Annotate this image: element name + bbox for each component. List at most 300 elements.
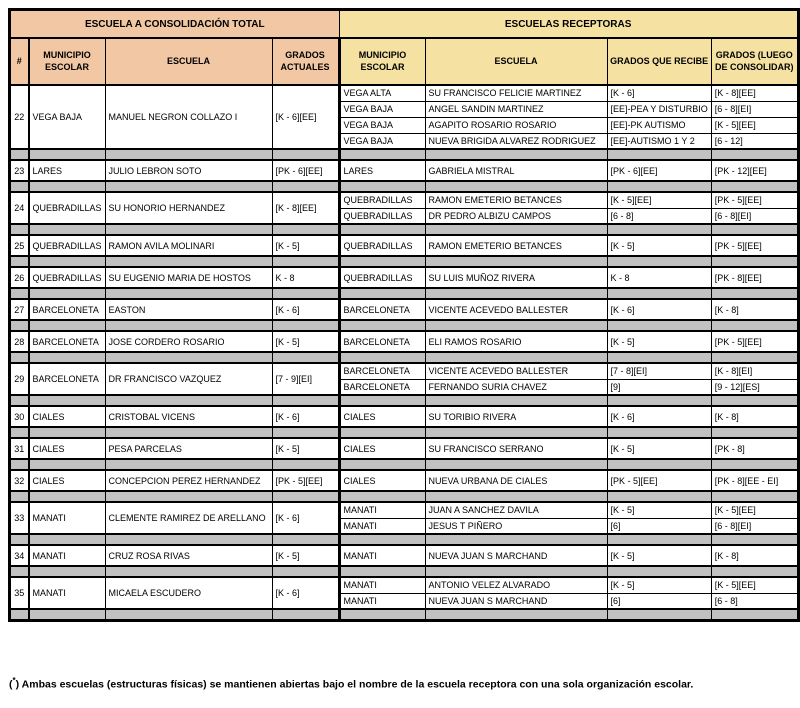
receptor-grados-recibe: [EE]-AUTISMO 1 Y 2 xyxy=(607,133,711,149)
receptor-grados-luego: [PK - 8] xyxy=(711,438,798,459)
separator-cell xyxy=(29,491,106,502)
group-grados-actuales: [K - 5] xyxy=(272,438,339,459)
group-number: 29 xyxy=(10,363,29,395)
group-escuela: MICAELA ESCUDERO xyxy=(105,577,272,609)
separator-cell xyxy=(105,181,272,192)
separator-cell xyxy=(711,491,798,502)
separator-cell xyxy=(425,427,607,438)
group-municipio: CIALES xyxy=(29,406,106,427)
group-escuela: EASTON xyxy=(105,299,272,320)
separator-cell xyxy=(29,320,106,331)
separator-row xyxy=(10,534,799,545)
receptor-municipio: MANATI xyxy=(339,518,425,534)
group-municipio: VEGA BAJA xyxy=(29,85,106,149)
separator-cell xyxy=(425,491,607,502)
separator-cell xyxy=(272,320,339,331)
group-municipio: BARCELONETA xyxy=(29,299,106,320)
receptor-grados-luego: [K - 5][EE] xyxy=(711,502,798,518)
receptor-row xyxy=(10,470,799,491)
receptor-escuela: SU FRANCISCO SERRANO xyxy=(425,438,607,459)
receptor-grados-luego: [6 - 8] xyxy=(711,593,798,609)
group-grados-actuales: [K - 5] xyxy=(272,545,339,566)
receptor-grados-luego: [K - 8][EE] xyxy=(711,85,798,101)
group-number: 31 xyxy=(10,438,29,459)
separator-cell xyxy=(607,395,711,406)
separator-cell xyxy=(29,566,106,577)
separator-row xyxy=(10,256,799,267)
separator-cell xyxy=(272,459,339,470)
separator-cell xyxy=(105,149,272,160)
col-header-escuela: ESCUELA xyxy=(105,38,272,85)
receptor-grados-recibe: [K - 5] xyxy=(607,438,711,459)
receptor-grados-recibe: [K - 6] xyxy=(607,85,711,101)
separator-cell xyxy=(10,609,29,621)
separator-cell xyxy=(272,149,339,160)
separator-cell xyxy=(711,224,798,235)
separator-cell xyxy=(10,320,29,331)
separator-cell xyxy=(29,181,106,192)
receptor-row xyxy=(10,331,799,352)
receptor-grados-recibe: [6] xyxy=(607,518,711,534)
separator-cell xyxy=(607,352,711,363)
group-grados-actuales: [7 - 9][EI] xyxy=(272,363,339,395)
col-header-grados-actuales: GRADOS ACTUALES xyxy=(272,38,339,85)
separator-row xyxy=(10,352,799,363)
receptor-grados-recibe: K - 8 xyxy=(607,267,711,288)
separator-cell xyxy=(29,609,106,621)
separator-cell xyxy=(339,491,425,502)
consolidation-table xyxy=(8,8,800,622)
group-number: 35 xyxy=(10,577,29,609)
separator-row xyxy=(10,395,799,406)
receptor-grados-luego: [K - 5][EE] xyxy=(711,117,798,133)
receptor-grados-recibe: [6 - 8] xyxy=(607,208,711,224)
separator-cell xyxy=(339,459,425,470)
separator-cell xyxy=(10,149,29,160)
receptor-escuela: RAMON EMETERIO BETANCES xyxy=(425,235,607,256)
col-header-escuela-receptora: ESCUELA xyxy=(425,38,607,85)
separator-cell xyxy=(607,459,711,470)
separator-cell xyxy=(29,256,106,267)
separator-cell xyxy=(339,609,425,621)
separator-cell xyxy=(425,224,607,235)
footnote-paren-open: ( xyxy=(9,678,13,691)
group-grados-actuales: [K - 6] xyxy=(272,577,339,609)
receptor-municipio: MANATI xyxy=(339,545,425,566)
separator-cell xyxy=(10,256,29,267)
receptor-escuela: SU LUIS MUÑOZ RIVERA xyxy=(425,267,607,288)
column-header-row xyxy=(10,38,799,85)
receptor-municipio: VEGA BAJA xyxy=(339,133,425,149)
group-escuela: RAMON AVILA MOLINARI xyxy=(105,235,272,256)
separator-cell xyxy=(711,256,798,267)
receptor-escuela: NUEVA JUAN S MARCHAND xyxy=(425,545,607,566)
group-number: 23 xyxy=(10,160,29,181)
receptor-municipio: MANATI xyxy=(339,577,425,593)
receptor-row xyxy=(10,160,799,181)
receptor-row xyxy=(10,363,799,379)
receptor-row xyxy=(10,192,799,208)
group-number: 25 xyxy=(10,235,29,256)
separator-cell xyxy=(425,459,607,470)
receptor-grados-luego: [K - 8] xyxy=(711,299,798,320)
receptor-grados-recibe: [K - 5] xyxy=(607,577,711,593)
separator-cell xyxy=(711,427,798,438)
receptor-municipio: CIALES xyxy=(339,470,425,491)
receptor-row xyxy=(10,406,799,427)
separator-cell xyxy=(339,395,425,406)
receptor-municipio: BARCELONETA xyxy=(339,363,425,379)
group-number: 30 xyxy=(10,406,29,427)
group-escuela: DR FRANCISCO VAZQUEZ xyxy=(105,363,272,395)
group-grados-actuales: [PK - 5][EE] xyxy=(272,470,339,491)
separator-cell xyxy=(105,534,272,545)
separator-row xyxy=(10,459,799,470)
separator-cell xyxy=(29,427,106,438)
separator-cell xyxy=(711,181,798,192)
receptor-grados-recibe: [K - 5][EE] xyxy=(607,192,711,208)
group-escuela: JOSE CORDERO ROSARIO xyxy=(105,331,272,352)
receptor-municipio: QUEBRADILLAS xyxy=(339,192,425,208)
receptor-grados-recibe: [K - 6] xyxy=(607,406,711,427)
separator-cell xyxy=(607,149,711,160)
group-escuela: SU HONORIO HERNANDEZ xyxy=(105,192,272,224)
receptor-escuela: VICENTE ACEVEDO BALLESTER xyxy=(425,363,607,379)
receptor-grados-luego: [PK - 12][EE] xyxy=(711,160,798,181)
separator-cell xyxy=(29,459,106,470)
receptor-grados-luego: [K - 8][EI] xyxy=(711,363,798,379)
separator-cell xyxy=(607,288,711,299)
separator-cell xyxy=(105,459,272,470)
separator-cell xyxy=(711,534,798,545)
receptor-grados-recibe: [K - 5] xyxy=(607,545,711,566)
col-header-number: # xyxy=(10,38,29,85)
group-municipio: CIALES xyxy=(29,438,106,459)
receptor-grados-luego: [9 - 12][ES] xyxy=(711,379,798,395)
separator-cell xyxy=(425,256,607,267)
separator-cell xyxy=(105,224,272,235)
receptor-municipio: BARCELONETA xyxy=(339,379,425,395)
group-number: 34 xyxy=(10,545,29,566)
separator-cell xyxy=(425,566,607,577)
separator-cell xyxy=(29,224,106,235)
separator-cell xyxy=(10,491,29,502)
group-escuela: CRISTOBAL VICENS xyxy=(105,406,272,427)
group-escuela: CONCEPCION PEREZ HERNANDEZ xyxy=(105,470,272,491)
separator-cell xyxy=(339,427,425,438)
separator-cell xyxy=(339,352,425,363)
receptor-escuela: ELI RAMOS ROSARIO xyxy=(425,331,607,352)
separator-cell xyxy=(339,534,425,545)
receptor-escuela: JESUS T PIÑERO xyxy=(425,518,607,534)
separator-cell xyxy=(425,352,607,363)
separator-cell xyxy=(272,256,339,267)
separator-cell xyxy=(10,181,29,192)
separator-cell xyxy=(711,320,798,331)
separator-cell xyxy=(272,352,339,363)
receptor-escuela: ANGEL SANDIN MARTINEZ xyxy=(425,101,607,117)
separator-cell xyxy=(425,149,607,160)
receptor-grados-luego: [PK - 5][EE] xyxy=(711,331,798,352)
separator-cell xyxy=(105,566,272,577)
receptor-grados-luego: [6 - 12] xyxy=(711,133,798,149)
receptor-grados-recibe: [K - 6] xyxy=(607,299,711,320)
separator-cell xyxy=(607,534,711,545)
separator-cell xyxy=(10,427,29,438)
table-body xyxy=(10,85,799,621)
separator-cell xyxy=(425,288,607,299)
separator-cell xyxy=(10,288,29,299)
receptor-grados-recibe: [PK - 5][EE] xyxy=(607,470,711,491)
receptor-grados-recibe: [7 - 8][EI] xyxy=(607,363,711,379)
group-number: 26 xyxy=(10,267,29,288)
group-grados-actuales: [K - 6] xyxy=(272,502,339,534)
group-municipio: MANATI xyxy=(29,545,106,566)
group-escuela: CLEMENTE RAMIREZ DE ARELLANO xyxy=(105,502,272,534)
separator-row xyxy=(10,609,799,621)
receptor-row xyxy=(10,577,799,593)
separator-cell xyxy=(607,181,711,192)
separator-cell xyxy=(339,149,425,160)
group-municipio: QUEBRADILLAS xyxy=(29,267,106,288)
group-municipio: QUEBRADILLAS xyxy=(29,192,106,224)
receptor-municipio: MANATI xyxy=(339,502,425,518)
receptor-municipio: CIALES xyxy=(339,438,425,459)
col-header-grados-que-recibe: GRADOS QUE RECIBE xyxy=(607,38,711,85)
group-municipio: BARCELONETA xyxy=(29,363,106,395)
col-header-grados-luego: GRADOS (LUEGO DE CONSOLIDAR) xyxy=(711,38,798,85)
group-escuela: MANUEL NEGRON COLLAZO I xyxy=(105,85,272,149)
separator-cell xyxy=(425,395,607,406)
separator-cell xyxy=(272,395,339,406)
group-municipio: LARES xyxy=(29,160,106,181)
right-section-title: ESCUELAS RECEPTORAS xyxy=(339,10,798,39)
separator-cell xyxy=(339,224,425,235)
group-municipio: CIALES xyxy=(29,470,106,491)
col-header-municipio-receptor: MUNICIPIO ESCOLAR xyxy=(339,38,425,85)
receptor-municipio: VEGA BAJA xyxy=(339,101,425,117)
receptor-escuela: NUEVA URBANA DE CIALES xyxy=(425,470,607,491)
separator-cell xyxy=(711,395,798,406)
footnote-paren-close: ) xyxy=(15,678,20,691)
receptor-escuela: DR PEDRO ALBIZU CAMPOS xyxy=(425,208,607,224)
separator-cell xyxy=(339,256,425,267)
separator-cell xyxy=(711,149,798,160)
group-grados-actuales: K - 8 xyxy=(272,267,339,288)
receptor-row xyxy=(10,235,799,256)
separator-row xyxy=(10,224,799,235)
separator-cell xyxy=(105,395,272,406)
receptor-escuela: AGAPITO ROSARIO ROSARIO xyxy=(425,117,607,133)
receptor-escuela: JUAN A SANCHEZ DAVILA xyxy=(425,502,607,518)
receptor-escuela: ANTONIO VELEZ ALVARADO xyxy=(425,577,607,593)
group-grados-actuales: [K - 5] xyxy=(272,331,339,352)
receptor-escuela: NUEVA JUAN S MARCHAND xyxy=(425,593,607,609)
separator-cell xyxy=(607,427,711,438)
group-municipio: MANATI xyxy=(29,502,106,534)
separator-cell xyxy=(29,149,106,160)
receptor-municipio: QUEBRADILLAS xyxy=(339,267,425,288)
group-grados-actuales: [K - 6][EE] xyxy=(272,85,339,149)
group-number: 22 xyxy=(10,85,29,149)
receptor-row xyxy=(10,299,799,320)
separator-cell xyxy=(29,534,106,545)
col-header-municipio: MUNICIPIO ESCOLAR xyxy=(29,38,106,85)
receptor-grados-luego: [6 - 8][EI] xyxy=(711,518,798,534)
receptor-escuela: GABRIELA MISTRAL xyxy=(425,160,607,181)
separator-cell xyxy=(272,566,339,577)
separator-row xyxy=(10,149,799,160)
separator-cell xyxy=(339,181,425,192)
receptor-row xyxy=(10,267,799,288)
separator-cell xyxy=(425,534,607,545)
group-grados-actuales: [PK - 6][EE] xyxy=(272,160,339,181)
receptor-municipio: CIALES xyxy=(339,406,425,427)
separator-cell xyxy=(105,427,272,438)
receptor-grados-luego: [6 - 8][EI] xyxy=(711,208,798,224)
receptor-escuela: SU TORIBIO RIVERA xyxy=(425,406,607,427)
receptor-row xyxy=(10,438,799,459)
separator-cell xyxy=(339,288,425,299)
footnote xyxy=(9,676,789,691)
separator-cell xyxy=(105,288,272,299)
receptor-row xyxy=(10,85,799,101)
separator-cell xyxy=(272,491,339,502)
receptor-escuela: SU FRANCISCO FELICIE MARTINEZ xyxy=(425,85,607,101)
separator-cell xyxy=(105,320,272,331)
group-grados-actuales: [K - 8][EE] xyxy=(272,192,339,224)
receptor-grados-luego: [PK - 8][EE - EI] xyxy=(711,470,798,491)
separator-cell xyxy=(10,395,29,406)
separator-cell xyxy=(10,459,29,470)
separator-cell xyxy=(10,566,29,577)
separator-cell xyxy=(425,320,607,331)
receptor-municipio: LARES xyxy=(339,160,425,181)
group-grados-actuales: [K - 5] xyxy=(272,235,339,256)
receptor-grados-recibe: [PK - 6][EE] xyxy=(607,160,711,181)
receptor-municipio: VEGA ALTA xyxy=(339,85,425,101)
footnote-asterisk: * xyxy=(12,676,16,685)
receptor-grados-recibe: [K - 5] xyxy=(607,502,711,518)
receptor-grados-recibe: [EE]-PK AUTISMO xyxy=(607,117,711,133)
receptor-grados-luego: [K - 8] xyxy=(711,545,798,566)
separator-cell xyxy=(607,609,711,621)
group-municipio: BARCELONETA xyxy=(29,331,106,352)
receptor-municipio: QUEBRADILLAS xyxy=(339,235,425,256)
group-grados-actuales: [K - 6] xyxy=(272,406,339,427)
separator-cell xyxy=(339,566,425,577)
separator-cell xyxy=(10,224,29,235)
receptor-grados-recibe: [9] xyxy=(607,379,711,395)
separator-cell xyxy=(272,534,339,545)
receptor-grados-recibe: [K - 5] xyxy=(607,235,711,256)
separator-cell xyxy=(10,534,29,545)
receptor-row xyxy=(10,545,799,566)
group-municipio: MANATI xyxy=(29,577,106,609)
separator-cell xyxy=(29,288,106,299)
separator-row xyxy=(10,181,799,192)
separator-cell xyxy=(711,609,798,621)
separator-cell xyxy=(607,566,711,577)
separator-cell xyxy=(711,352,798,363)
group-escuela: CRUZ ROSA RIVAS xyxy=(105,545,272,566)
group-grados-actuales: [K - 6] xyxy=(272,299,339,320)
separator-row xyxy=(10,491,799,502)
section-title-row xyxy=(10,10,799,39)
separator-row xyxy=(10,566,799,577)
separator-cell xyxy=(105,256,272,267)
receptor-grados-luego: [PK - 8][EE] xyxy=(711,267,798,288)
receptor-grados-luego: [PK - 5][EE] xyxy=(711,235,798,256)
group-escuela: JULIO LEBRON SOTO xyxy=(105,160,272,181)
group-escuela: SU EUGENIO MARIA DE HOSTOS xyxy=(105,267,272,288)
separator-cell xyxy=(607,491,711,502)
receptor-grados-recibe: [6] xyxy=(607,593,711,609)
receptor-escuela: FERNANDO SURIA CHAVEZ xyxy=(425,379,607,395)
receptor-escuela: NUEVA BRIGIDA ALVAREZ RODRIGUEZ xyxy=(425,133,607,149)
separator-cell xyxy=(272,181,339,192)
receptor-escuela: RAMON EMETERIO BETANCES xyxy=(425,192,607,208)
separator-cell xyxy=(105,352,272,363)
separator-cell xyxy=(105,609,272,621)
receptor-municipio: QUEBRADILLAS xyxy=(339,208,425,224)
separator-cell xyxy=(29,395,106,406)
group-number: 27 xyxy=(10,299,29,320)
receptor-grados-luego: [PK - 5][EE] xyxy=(711,192,798,208)
separator-cell xyxy=(272,427,339,438)
separator-cell xyxy=(105,491,272,502)
receptor-row xyxy=(10,502,799,518)
separator-cell xyxy=(607,256,711,267)
separator-cell xyxy=(425,181,607,192)
receptor-municipio: BARCELONETA xyxy=(339,299,425,320)
separator-cell xyxy=(272,609,339,621)
separator-cell xyxy=(10,352,29,363)
receptor-municipio: MANATI xyxy=(339,593,425,609)
separator-cell xyxy=(711,459,798,470)
group-municipio: QUEBRADILLAS xyxy=(29,235,106,256)
receptor-grados-luego: [K - 5][EE] xyxy=(711,577,798,593)
receptor-municipio: VEGA BAJA xyxy=(339,117,425,133)
left-section-title: ESCUELA A CONSOLIDACIÓN TOTAL xyxy=(10,10,340,39)
separator-cell xyxy=(711,566,798,577)
separator-row xyxy=(10,288,799,299)
separator-cell xyxy=(339,320,425,331)
group-number: 24 xyxy=(10,192,29,224)
separator-row xyxy=(10,320,799,331)
separator-cell xyxy=(272,288,339,299)
separator-cell xyxy=(272,224,339,235)
receptor-grados-luego: [K - 8] xyxy=(711,406,798,427)
separator-cell xyxy=(29,352,106,363)
separator-cell xyxy=(607,320,711,331)
group-number: 33 xyxy=(10,502,29,534)
receptor-municipio: BARCELONETA xyxy=(339,331,425,352)
separator-cell xyxy=(425,609,607,621)
footnote-text: Ambas escuelas (estructuras físicas) se mantienen abiertas bajo el nombre de la escuela receptora con una sola organización escolar. xyxy=(21,678,694,691)
group-escuela: PESA PARCELAS xyxy=(105,438,272,459)
receptor-grados-luego: [6 - 8][EI] xyxy=(711,101,798,117)
group-number: 32 xyxy=(10,470,29,491)
receptor-grados-recibe: [EE]-PEA Y DISTURBIO xyxy=(607,101,711,117)
group-number: 28 xyxy=(10,331,29,352)
receptor-grados-recibe: [K - 5] xyxy=(607,331,711,352)
separator-row xyxy=(10,427,799,438)
separator-cell xyxy=(711,288,798,299)
consolidation-table-wrap xyxy=(8,8,800,622)
receptor-escuela: VICENTE ACEVEDO BALLESTER xyxy=(425,299,607,320)
separator-cell xyxy=(607,224,711,235)
